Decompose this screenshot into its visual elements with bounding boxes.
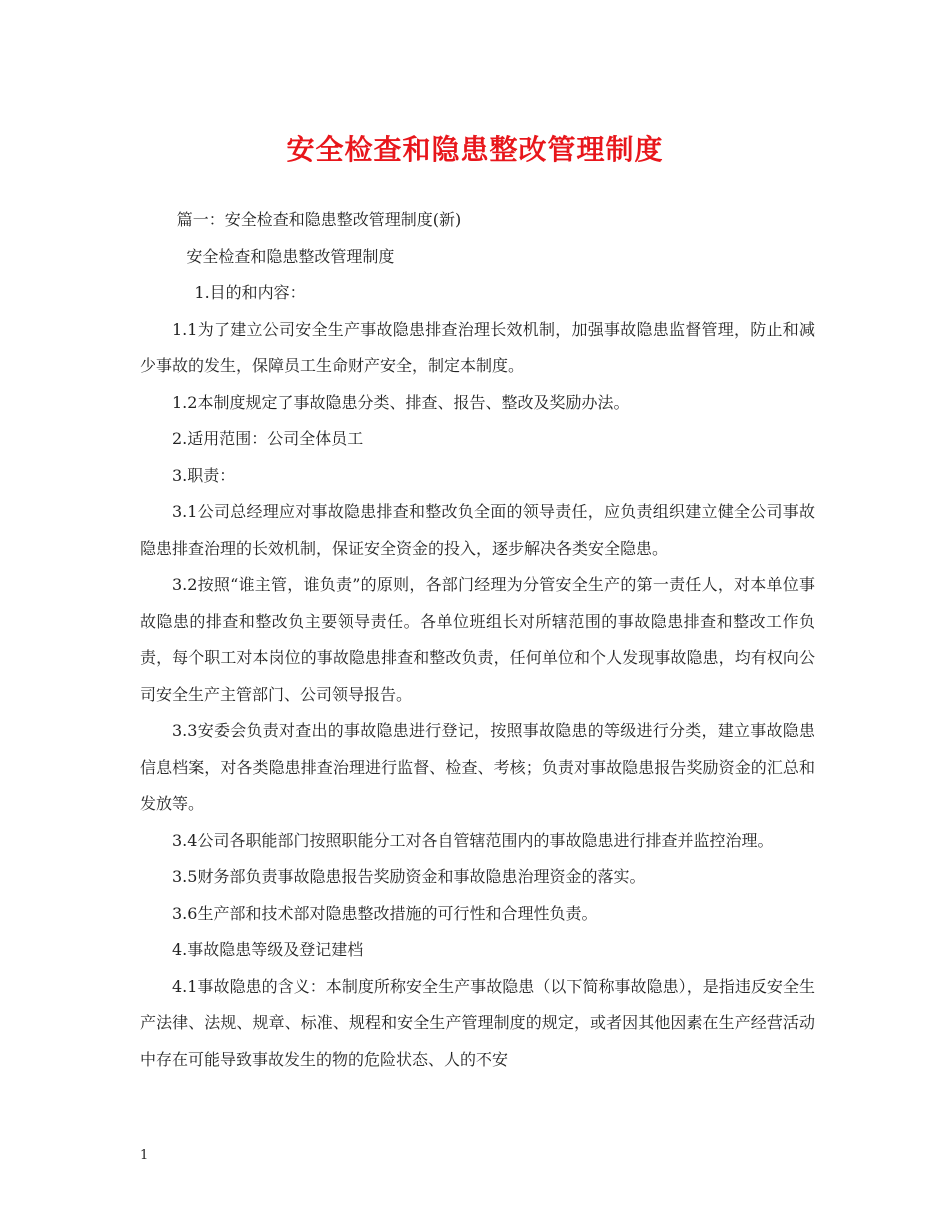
paragraph-3-1: 3.1公司总经理应对事故隐患排查和整改负全面的领导责任，应负责组织建立健全公司事故隐患排查治理的长效机制，保证安全资金的投入，逐步解决各类安全隐患。 <box>140 502 815 558</box>
document-body <box>140 202 815 1078</box>
paragraph-4-1: 4.1事故隐患的含义：本制度所称安全生产事故隐患（以下简称事故隐患），是指违反安全生产法律、法规、规章、标准、规程和安全生产管理制度的规定，或者因其他因素在生产经营活动中存在可能导致事故发生的物的危险状态、人的不安 <box>140 976 815 1069</box>
paragraph-3-6: 3.6生产部和技术部对隐患整改措施的可行性和合理性负责。 <box>172 903 598 923</box>
paragraph-article-heading: 篇一：安全检查和隐患整改管理制度(新) <box>176 210 462 229</box>
paragraph-1-2: 1.2本制度规定了事故隐患分类、排查、报告、整改及奖励办法。 <box>172 392 630 412</box>
paragraph-1-1: 1.1为了建立公司安全生产事故隐患排查治理长效机制，加强事故隐患监督管理，防止和减少事故的发生，保障员工生命财产安全，制定本制度。 <box>140 319 815 375</box>
paragraph-3-5: 3.5财务部负责事故隐患报告奖励资金和事故隐患治理资金的落实。 <box>172 867 646 886</box>
paragraph-3-2: 3.2按照“谁主管，谁负责”的原则，各部门经理为分管安全生产的第一责任人，对本单位事故隐患的排查和整改负主要领导责任。各单位班组长对所辖范围的事故隐患排查和整改工作负责，每个职工对本岗位的事故隐患排查和整改负责，任何单位和个人发现事故隐患，均有权向公司安全生产主管部门、公司领导报告。 <box>140 575 815 704</box>
paragraph-section-2: 2.适用范围：公司全体员工 <box>172 429 364 448</box>
paragraph-3-4: 3.4公司各职能部门按照职能分工对各自管辖范围内的事故隐患进行排查并监控治理。 <box>172 830 774 850</box>
paragraph-section-4: 4.事故隐患等级及登记建档 <box>172 940 364 959</box>
paragraph-section-3: 3.职责： <box>172 465 236 485</box>
paragraph-section-1: 1.目的和内容： <box>194 283 306 302</box>
page-number: 1 <box>140 1148 149 1163</box>
paragraph-3-3: 3.3安委会负责对查出的事故隐患进行登记，按照事故隐患的等级进行分类，建立事故隐患信息档案，对各类隐患排查治理进行监督、检查、考核；负责对事故隐患报告奖励资金的汇总和发放等。 <box>140 721 815 813</box>
document-title: 安全检查和隐患整改管理制度 <box>286 133 664 166</box>
paragraph-subtitle: 安全检查和隐患整改管理制度 <box>186 246 395 266</box>
